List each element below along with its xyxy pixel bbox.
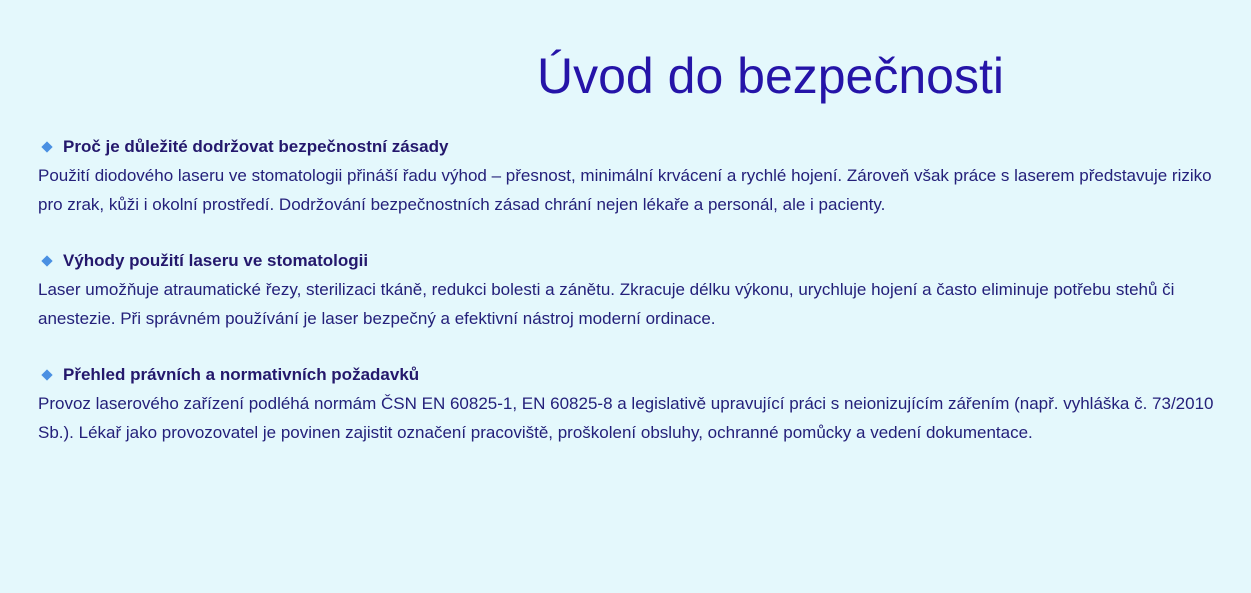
section-advantages	[38, 249, 1228, 333]
section-heading-text: Proč je důležité dodržovat bezpečnostní zásady	[63, 137, 449, 156]
section-body: Použití diodového laseru ve stomatologii přináší řadu výhod – přesnost, minimální krvácení a rychlé hojení. Zároveň však práce s laserem představuje riziko pro zrak, kůži i okolní prostředí. Dodržování bezpečnostních zásad chrání nejen lékaře a personál, ale i pacienty.	[38, 166, 1212, 214]
section-heading-text: Přehled právních a normativních požadavků	[63, 365, 420, 384]
section-heading	[38, 249, 1228, 273]
content-area	[38, 135, 1228, 477]
diamond-icon	[41, 255, 52, 266]
diamond-icon	[41, 369, 52, 380]
section-heading	[38, 363, 1228, 387]
section-importance	[38, 135, 1228, 219]
section-legal	[38, 363, 1228, 447]
diamond-icon	[41, 141, 52, 152]
page-title: Úvod do bezpečnosti	[537, 48, 1004, 104]
section-heading-text: Výhody použití laseru ve stomatologii	[63, 251, 369, 270]
section-body: Laser umožňuje atraumatické řezy, sterilizaci tkáně, redukci bolesti a zánětu. Zkracuje délku výkonu, urychluje hojení a často eliminuje potřebu stehů či anestezie. Při správném používání je laser bezpečný a efektivní nástroj moderní ordinace.	[38, 280, 1175, 328]
section-body: Provoz laserového zařízení podléhá normám ČSN EN 60825-1, EN 60825-8 a legislativě upravující práci s neionizujícím zářením (např. vyhláška č. 73/2010 Sb.). Lékař jako provozovatel je povinen zajistit označení pracoviště, proškolení obsluhy, ochranné pomůcky a vedení dokumentace.	[38, 394, 1214, 442]
section-heading	[38, 135, 1228, 159]
